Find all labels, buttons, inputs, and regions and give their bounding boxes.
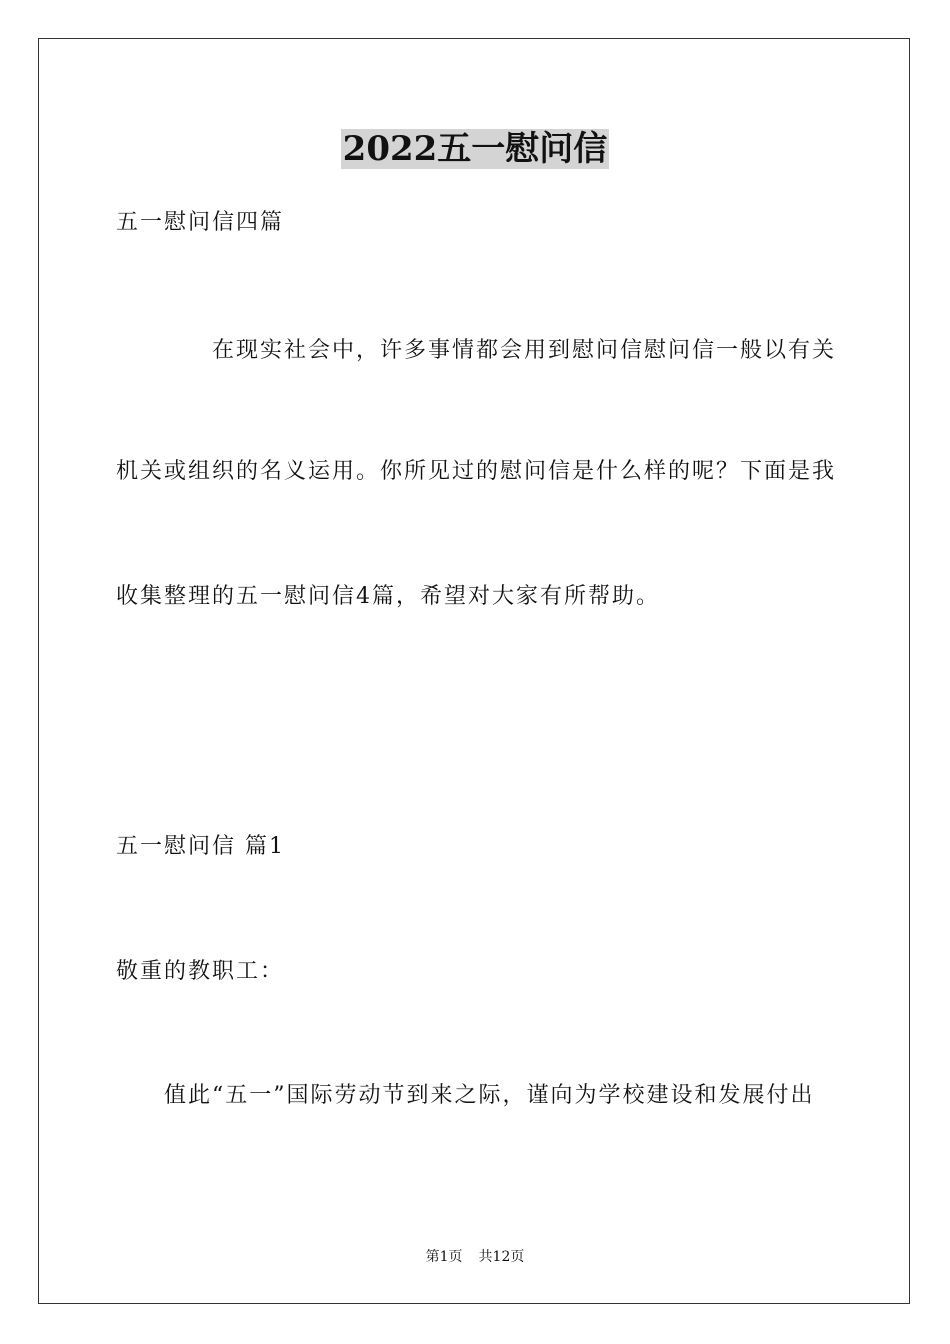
document-title bbox=[0, 126, 950, 172]
title-text: 2022五一慰问信 bbox=[342, 129, 608, 169]
intro-line-1: 在现实社会中，许多事情都会用到慰问信慰问信一般以有关 bbox=[212, 338, 837, 363]
intro-line-2: 机关或组织的名义运用。你所见过的慰问信是什么样的呢？下面是我 bbox=[116, 459, 837, 484]
section-heading: 五一慰问信 篇1 bbox=[116, 834, 285, 859]
page-total: 共12页 bbox=[478, 1249, 525, 1265]
page-current: 第1页 bbox=[425, 1249, 463, 1265]
salutation: 敬重的教职工： bbox=[116, 959, 285, 984]
subtitle: 五一慰问信四篇 bbox=[116, 210, 285, 235]
page-footer bbox=[0, 1248, 950, 1266]
body-line-1: 值此“五一”国际劳动节到来之际，谨向为学校建设和发展付出 bbox=[164, 1083, 815, 1108]
intro-line-3: 收集整理的五一慰问信4篇，希望对大家有所帮助。 bbox=[116, 584, 660, 609]
